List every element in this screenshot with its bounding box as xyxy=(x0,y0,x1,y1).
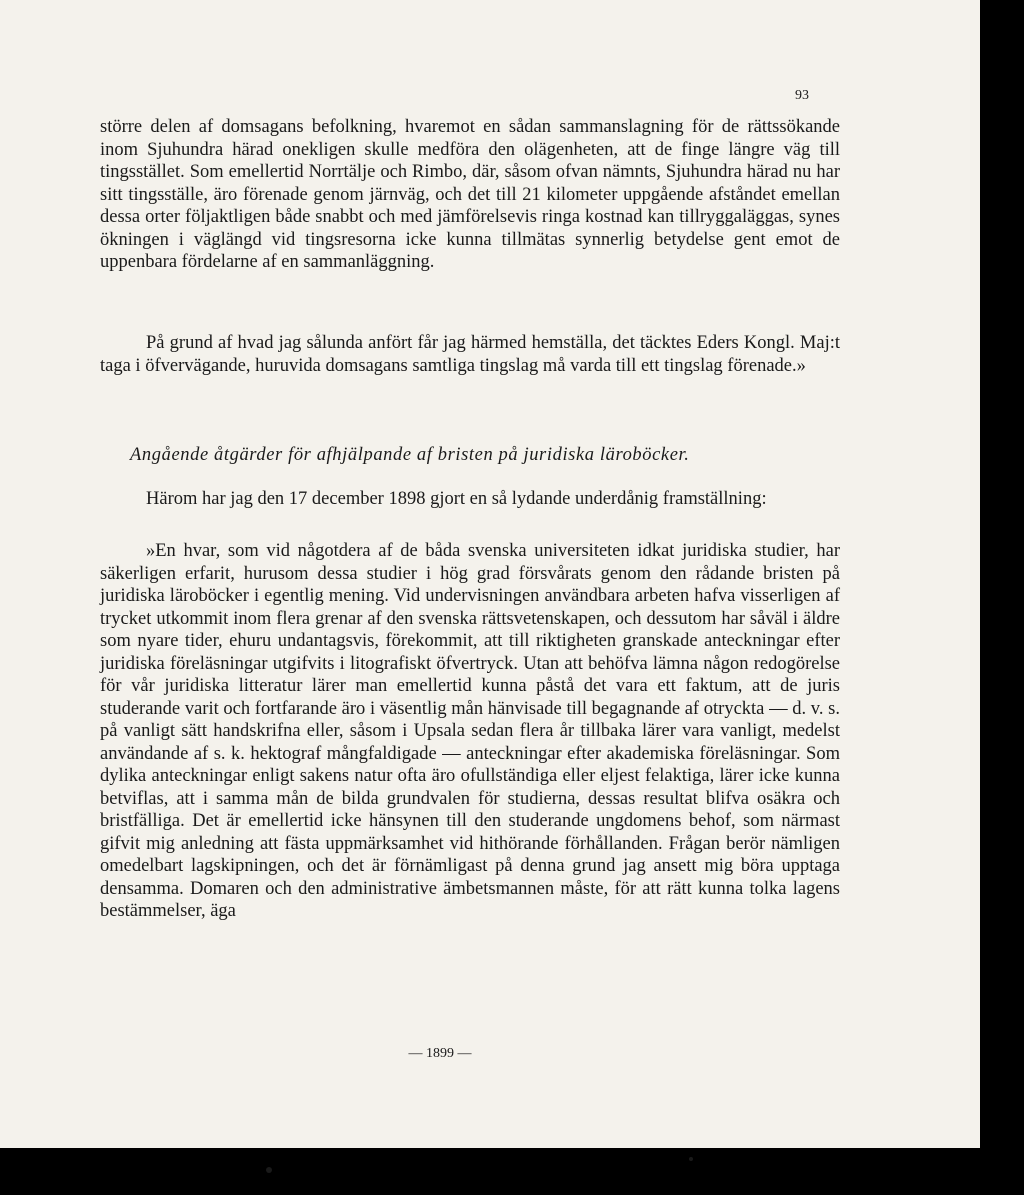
paragraph-intro xyxy=(100,488,840,511)
scan-speck xyxy=(266,1167,272,1173)
paragraph-text: På grund af hvad jag sålunda anfört får jag härmed hemställa, det täcktes Eders Kongl. Maj:t taga i öfvervägande, huruvida domsagans samtliga tingslag må varda till ett tingslag förenade.» xyxy=(100,333,840,376)
paragraph-text: Härom har jag den 17 december 1898 gjort en så lydande underdånig framställning: xyxy=(146,489,767,509)
paragraph-continuation xyxy=(100,116,840,274)
page-footer-year: — 1899 — xyxy=(408,1046,472,1061)
section-heading: Angående åtgärder för afhjälpande af bristen på juridiska läroböcker. xyxy=(130,445,690,465)
paragraph-petition xyxy=(100,332,840,377)
page-number: 93 xyxy=(795,88,809,103)
paragraph-quote xyxy=(100,540,840,923)
paragraph-text: »En hvar, som vid någotdera af de båda svenska universiteten idkat juridiska studier, har säkerligen erfarit, hurusom dessa studier i hög grad försvårats genom den rådande bristen på juridiska läroböcker i egentlig mening. Vid undervisningen användbara arbeten hafva visserligen af trycket utkommit inom flera grenar af den svenska rättsvetenskapen, och dessutom har såväl i äldre som nyare tider, ehuru undantagsvis, förekommit, att till riktigheten granskade anteckningar efter juridiska föreläsningar utgifvits i litografiskt öfvertryck. Utan att behöfva lämna någon redogörelse för vår juridiska litteratur lärer man emellertid kunna påstå det vara ett faktum, att de juris studerande varit och fortfarande äro i väsentlig mån hänvisade till begagnande af otryckta — d. v. s. på vanligt sätt handskrifna eller, såsom i Upsala sedan flera år tillbaka lärer vara vanligt, medelst användande af s. k. hektograf mångfaldigade — anteckningar efter akademiska föreläsningar. Som dylika anteckningar enligt sakens natur ofta äro ofullständiga eller eljest felaktiga, lärer icke kunna betviflas, att i samma mån de bilda grundvalen för studierna, dessas resultat blifva osäkra och bristfälliga. Det är emellertid icke hänsynen till den studerande ungdomens behof, som närmast gifvit mig anledning att fästa uppmärksamhet vid hithörande förhållanden. Frågan berör nämligen omedelbart lagskipningen, och det är förnämligast på denna grund jag ansett mig böra upptaga densamma. Domaren och den administrative ämbetsmannen måste, för att rätt kunna tolka lagens bestämmelser, äga xyxy=(100,541,840,921)
paragraph-text: större delen af domsagans befolkning, hvaremot en sådan sammanslagning för de rättssökande inom Sjuhundra härad onekligen skulle medföra den olägenheten, att de finge längre väg till tingsstället. Som emellertid Norrtälje och Rimbo, där, såsom ofvan nämnts, Sjuhundra härad nu har sitt tingsställe, äro förenade genom järnväg, och det till 21 kilometer uppgående afståndet emellan dessa orter följaktligen både snabbt och med jämförelsevis ringa kostnad kan tillryggaläggas, synes ökningen i väglängd vid tingsresorna icke kunna tillmätas synnerlig betydelse gent emot de uppenbara fördelarne af en sammanläggning. xyxy=(100,117,840,272)
scan-speck xyxy=(689,1157,693,1161)
